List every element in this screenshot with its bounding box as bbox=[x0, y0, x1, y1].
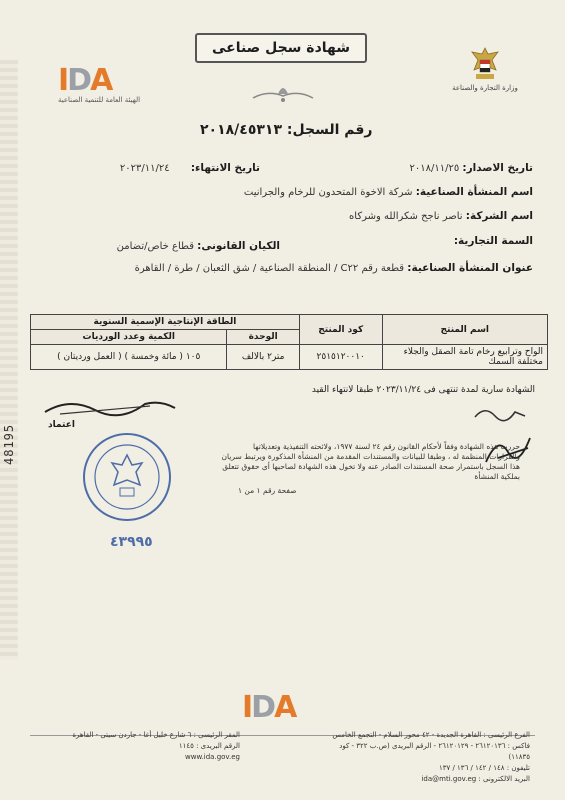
table-header-row bbox=[31, 315, 548, 330]
registry-label: رقم السجل: bbox=[286, 122, 373, 138]
products-table bbox=[30, 314, 548, 370]
header-product-name: اسم المنتج bbox=[382, 315, 547, 345]
footer-left-contact: المقر الرئيسى : ٦ شارع خليل أغا - جاردن سيتى - القاهرة الرقم البريدى : ١١٤٥ www.ida.gov.eg bbox=[72, 731, 240, 761]
header-unit: الوحدة bbox=[227, 330, 299, 345]
legal-entity-row: الكيان القانونى: قطاع خاص/تضامن bbox=[116, 240, 280, 252]
header-capacity: الطاقة الإنتاجية الإسمية السنوية bbox=[31, 315, 300, 330]
ornament-icon bbox=[248, 80, 318, 108]
security-border-pattern bbox=[0, 60, 18, 660]
registry-number bbox=[200, 122, 372, 138]
stamp-number: ٤٣٩٩٥ bbox=[110, 534, 153, 550]
ida-logo bbox=[58, 63, 148, 104]
eagle-icon bbox=[468, 46, 502, 82]
approval-label: اعتماد bbox=[48, 420, 75, 430]
address-row: عنوان المنشأة الصناعية: قطعة رقم C٢٢ / المنطقة الصناعية / شق الثعبان / طرة / القاهرة bbox=[134, 262, 533, 274]
ministry-caption: وزارة التجارة والصناعة bbox=[452, 84, 518, 92]
certificate-title: شهادة سجل صناعى bbox=[195, 33, 367, 63]
header-product-code: كود المنتج bbox=[299, 315, 382, 345]
product-unit-cell: متر٢ بالالف bbox=[227, 345, 299, 370]
trade-name-row: السمة التجارية: bbox=[453, 235, 533, 247]
product-quantity-cell: ١٠٥ ( مائة وخمسة ) ( العمل ورديتان ) bbox=[31, 345, 227, 370]
page-number: صفحة رقم ١ من ١ bbox=[238, 486, 297, 495]
validity-note: الشهادة سارية لمدة تنتهى فى ٢٠٢٣/١١/٢٤ طبقا لانتهاء القيد bbox=[311, 385, 535, 395]
expiry-date-row: تاريخ الانتهاء: ٢٠٢٣/١١/٢٤ bbox=[119, 162, 260, 174]
serial-number: 48195 bbox=[2, 423, 16, 465]
legal-note: حررت هذه الشهادة وفقاً لأحكام القانون رقم ٢٤ لسنة ١٩٧٧، ولائحته التنفيذية وتعديلاتها والقرارات المنظمة له ، وطبقا للبيانات والمستندات المقدمة من المنشأة المذكورة ويرتبط سريان هذا السجل باستمرار صحة المستندات الصادر عنه ولا تخول هذه الشهادة لصاحبها أى حقوق تتعلق بملكية المنشأة bbox=[221, 442, 520, 481]
issue-date-row: تاريخ الاصدار: ٢٠١٨/١١/٢٥ bbox=[409, 162, 533, 174]
ida-logo-mark: IDA bbox=[58, 63, 112, 98]
facility-name-row: اسم المنشأة الصناعية: شركة الاخوة المتحدون للرخام والجرانيت bbox=[243, 186, 533, 198]
ministry-emblem bbox=[440, 46, 530, 92]
product-code-cell: ٢٥١٥١٢٠٠١٠ bbox=[299, 345, 382, 370]
company-name-row: اسم الشركة: ناصر ناجح شكرالله وشركاه bbox=[349, 210, 533, 222]
table-row bbox=[31, 345, 548, 370]
footer-ida-logo: IDA bbox=[242, 690, 296, 725]
official-stamp bbox=[80, 430, 175, 525]
footer-right-contact: الفرع الرئيسى : القاهرة الجديدة - ٤٢ محور السلام - التجمع الخامس فاكس : ٢٦١٢٠١٣٦ - ٢٦١٢٠١٢٩ - الرقم البريدى (ص.ب ٣٢٢ - كود ١١٨٣٥) تليفون : ١٤٨ / ١٤٢ / ١٣٦ / ١٣٧ البريد الالكترونى : ida@mti.gov.eg bbox=[332, 731, 530, 783]
product-name-cell: الواح وترابيع رخام تامة الصقل والجلاء مختلفة السمك bbox=[382, 345, 547, 370]
signature-left bbox=[40, 392, 180, 420]
header-quantity: الكمية وعدد الورديات bbox=[31, 330, 227, 345]
signature-right-top bbox=[470, 402, 530, 424]
ida-logo-caption: الهيئة العامة للتنمية الصناعية bbox=[58, 96, 141, 104]
registry-value: ٢٠١٨/٤٥٣١٣ bbox=[200, 122, 283, 138]
